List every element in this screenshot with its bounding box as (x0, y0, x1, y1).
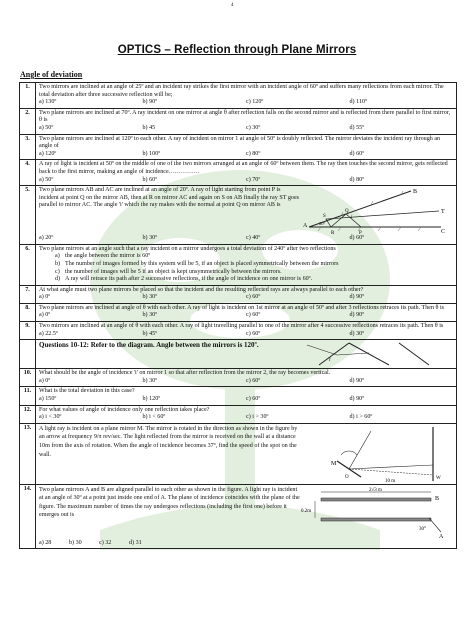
question-number: 9. (20, 322, 36, 340)
question-cell (36, 186, 457, 245)
fig13-label-w: W (436, 475, 441, 481)
fig5-angle: 20° (319, 221, 326, 227)
option-b: b) 30º (142, 294, 158, 301)
fig14-label-b: B (435, 495, 440, 502)
question-row (20, 405, 457, 423)
question-number: 7. (20, 285, 36, 303)
question-text: Two mirrors are inclined at an angle of 25º and an incident ray strikes the first mirror with an incident angle of 60º and suffers many reflections from each mirror. The total deviation after three successive reflection will be; (39, 84, 444, 98)
option-d: d) 90º (349, 396, 365, 403)
question-number: 4. (20, 160, 36, 186)
option-b: b) 30º (142, 312, 158, 319)
question-cell (36, 160, 457, 186)
option-d: d) 55º (349, 124, 365, 131)
options (39, 540, 453, 548)
options (39, 235, 453, 243)
option-c: c) 30º (246, 124, 261, 131)
option-c: c) 60º (246, 377, 261, 384)
question-number: 6. (20, 244, 36, 285)
option-b: b) 100º (142, 150, 161, 157)
question-number: 2. (20, 108, 36, 134)
statement-item: a) the angle between the mirror is 60º (55, 253, 151, 260)
option-c: c) 32 (99, 539, 112, 546)
options (39, 396, 453, 404)
question-number: 10. (20, 369, 36, 387)
option-d: d) 90º (349, 377, 365, 384)
options (39, 378, 453, 386)
question-number: 12. (20, 405, 36, 423)
fig5-label-s: S (323, 214, 326, 220)
question-text: Two mirrors are inclined at an angle of θ with each other. A ray of light travelling parallel to one of the mirror after 4 successive reflections retraces its path. Then θ is (39, 323, 444, 330)
question-row (20, 186, 457, 245)
question-row (20, 387, 457, 405)
questions-table (19, 82, 457, 549)
option-d: d) i > 60º (349, 414, 373, 421)
question-row (20, 484, 457, 549)
fig13-distance: 10 m (385, 478, 396, 483)
question-cell (36, 340, 457, 369)
option-c: c) 80º (246, 150, 261, 157)
mirror-diagram-q10 (299, 341, 439, 367)
option-c: c) 60º (246, 396, 261, 403)
option-b: b) 90º (142, 99, 158, 106)
option-a: a) 0º (39, 377, 51, 384)
fig14-angle: 30° (419, 526, 426, 532)
option-a: a) 150º (39, 396, 57, 403)
options (39, 294, 453, 302)
option-a: a) 20º (39, 235, 54, 242)
question-text: A light ray is incident on a plane mirror M. The mirror is rotated in the direction as shown in the figure by an arrow at frequency 9/π rev/sec. The light reflected from the mirror is received on the wall at a distance 10m from the axis of rotation. When the angle of incidence becomes 37º, find the speed of the spot on the wall. (39, 425, 298, 458)
fig5-label-q: Q (345, 209, 349, 215)
fig5-label-b: B (413, 189, 418, 196)
fig10-label-i: i (329, 357, 331, 364)
question-number: 13. (20, 423, 36, 484)
fig13-label-m: M (331, 460, 337, 467)
option-a: a) 0º (39, 312, 51, 319)
fig5-label-i: i (351, 215, 353, 221)
question-number: 1. (20, 83, 36, 109)
question-cell (36, 108, 457, 134)
fig14-length: 2√3 m (369, 487, 382, 493)
question-text: Two plane mirrors are inclined at 70º. A ray incident on one mirror at angle θ after reflection falls on the second mirror and is reflected from there parallel to first mirror, θ is (39, 109, 451, 124)
option-b: b) 30º (142, 377, 158, 384)
option-a: a) 0º (39, 294, 51, 301)
options (39, 331, 453, 339)
question-number: 5. (20, 186, 36, 245)
question-number: 3. (20, 134, 36, 160)
option-c: c) 60º (246, 312, 261, 319)
question-text: Two plane mirrors are inclined at 120º to each other. A ray of incident on mirror 1 at angle of 50º is doubly reflected. The mirror deviates the incident ray through an angle of (39, 135, 441, 150)
page-title: OPTICS – Reflection through Plane Mirrors (117, 44, 357, 56)
option-b: b) 30º (142, 235, 158, 242)
question-text: Two plane mirrors are inclined at angle of θ with each other. A ray of light is incident on 1st mirror at an angle of 50º and after 3 reflections retraces its path. Then θ is (39, 304, 445, 311)
section-heading: Angle of deviation (20, 70, 83, 79)
option-a: a) 130º (39, 99, 57, 106)
question-cell (36, 322, 457, 340)
options (39, 125, 453, 133)
fig14-label-a: A (439, 533, 444, 540)
option-d: d) 90º (349, 312, 365, 319)
question-cell (36, 83, 457, 109)
options (39, 312, 453, 320)
question-number: 14. (20, 484, 36, 549)
question-cell (36, 244, 457, 285)
question-cell (36, 405, 457, 423)
fig5-label-c: C (441, 229, 446, 236)
question-number (20, 340, 36, 369)
option-a: a) 50º (39, 176, 54, 183)
option-d: d) 80º (349, 176, 365, 183)
question-text: For what values of angle of incidence only one reflection takes place? (39, 406, 210, 413)
options (39, 414, 453, 422)
fig5-label-t: T (441, 209, 445, 216)
question-row (20, 369, 457, 387)
question-text: A ray of light is incident at 50º on the middle of one of the two mirrors arranged at an angle of 60º between them. The ray then touches the second mirror, gets reflected back to the first mirror, making an angle of incidence…………… (39, 161, 448, 175)
option-d: d) 90º (349, 294, 365, 301)
option-a: a) 50º (39, 124, 54, 131)
question-cell (36, 285, 457, 303)
question-number: 11. (20, 387, 36, 405)
sub-statements (39, 253, 453, 283)
statement-item: b) The number of images formed by this system will be 5, if an object is placed symmetrically between the mirrors (55, 260, 339, 267)
options (39, 151, 453, 159)
option-c: c) 60º (246, 294, 261, 301)
question-text: What is the total deviation in this case? (39, 388, 135, 395)
question-cell (36, 423, 457, 484)
question-row (20, 83, 457, 109)
fig14-gap: 0.2m (301, 508, 312, 514)
option-d: d) 60º (349, 150, 365, 157)
question-cell (36, 484, 457, 549)
question-text: Two plane mirrors at an angle such that a ray incident on a mirror undergoes a total deviation of 240º after two reflections (39, 245, 336, 252)
question-row (20, 303, 457, 321)
statement-item: c) the number of images will be 5 if an object is kept unsymmetrically between the mirrors. (55, 268, 282, 275)
question-cell (36, 369, 457, 387)
option-b: b) 120º (142, 396, 161, 403)
parallel-mirrors-diagram-q14 (301, 486, 451, 540)
fig5-label-a: A (303, 223, 308, 230)
options (39, 177, 453, 185)
option-b: b) 45 (142, 124, 156, 131)
options (39, 99, 453, 107)
option-a: a) i < 30º (39, 414, 62, 421)
statement-item: d) A ray will retrace its path after 2 successive reflections, if the angle of incidence on one mirror is 60º. (55, 276, 313, 283)
question-row (20, 244, 457, 285)
question-cell (36, 387, 457, 405)
question-cell (36, 134, 457, 160)
question-row (20, 285, 457, 303)
option-a: a) 28 (39, 539, 52, 546)
option-c: c) 120º (246, 99, 264, 106)
question-number: 8. (20, 303, 36, 321)
option-a: a) 120º (39, 150, 57, 157)
option-c: c) 70º (246, 176, 261, 183)
question-row (20, 108, 457, 134)
fig13-label-o: O (345, 474, 349, 480)
option-d: d) 60º (349, 235, 365, 242)
mirror-diagram-q5 (301, 187, 451, 235)
option-b: b) i < 60º (142, 414, 166, 421)
option-c: c) 60º (246, 330, 261, 337)
question-row (20, 134, 457, 160)
question-text: What should be the angle of incidence 'i' on mirror 1 so that after reflection from the mirror 2, the ray becomes vertical. (39, 370, 331, 377)
option-b: b) 30 (69, 539, 82, 546)
option-d: d) 30º (349, 330, 365, 337)
question-row (20, 160, 457, 186)
question-row (20, 322, 457, 340)
option-c: c) i > 30º (246, 414, 269, 421)
option-a: a) 22.5º (39, 330, 58, 337)
rotating-mirror-diagram-q13 (301, 425, 451, 483)
question-cell (36, 303, 457, 321)
page-number: 4 (231, 3, 234, 8)
question-text: Two plane mirrors A and B are aligned parallel to each other as shown in the figure. A light ray is incident at an angle of 30º at a point just inside one end of A. The plane of incidence coincides with the plane of the figure. The maximum number of times the ray undergoes reflections (including the first one) before it emerges out is (39, 486, 300, 519)
fig5-label-r: R (331, 231, 335, 236)
question-text: At what angle must two plane mirrors be placed so that the incident and the resulting reflected rays are always parallel to each other? (39, 286, 364, 293)
option-d: d) 31 (129, 539, 142, 546)
question-row (20, 340, 457, 369)
question-text: Two plane mirrors AB and AC are inclined at an angle of 20º. A ray of light starting from point P is incident at point Q on the mirror AB, then at R on mirror AC and again on S on AB finally the ray ST goes parallel to mirror AC. The angle 'i' which the ray makes with the normal at point Q on mirror AB is (39, 187, 300, 209)
option-b: b) 60º (142, 176, 158, 183)
option-d: d) 110º (349, 99, 367, 106)
option-c: c) 40º (246, 235, 261, 242)
instruction-text: Questions 10-12: Refer to the diagram. Angle between the mirrors is 120º. (39, 341, 259, 350)
option-b: b) 45º (142, 330, 158, 337)
fig5-label-p: P (359, 231, 362, 236)
question-row (20, 423, 457, 484)
